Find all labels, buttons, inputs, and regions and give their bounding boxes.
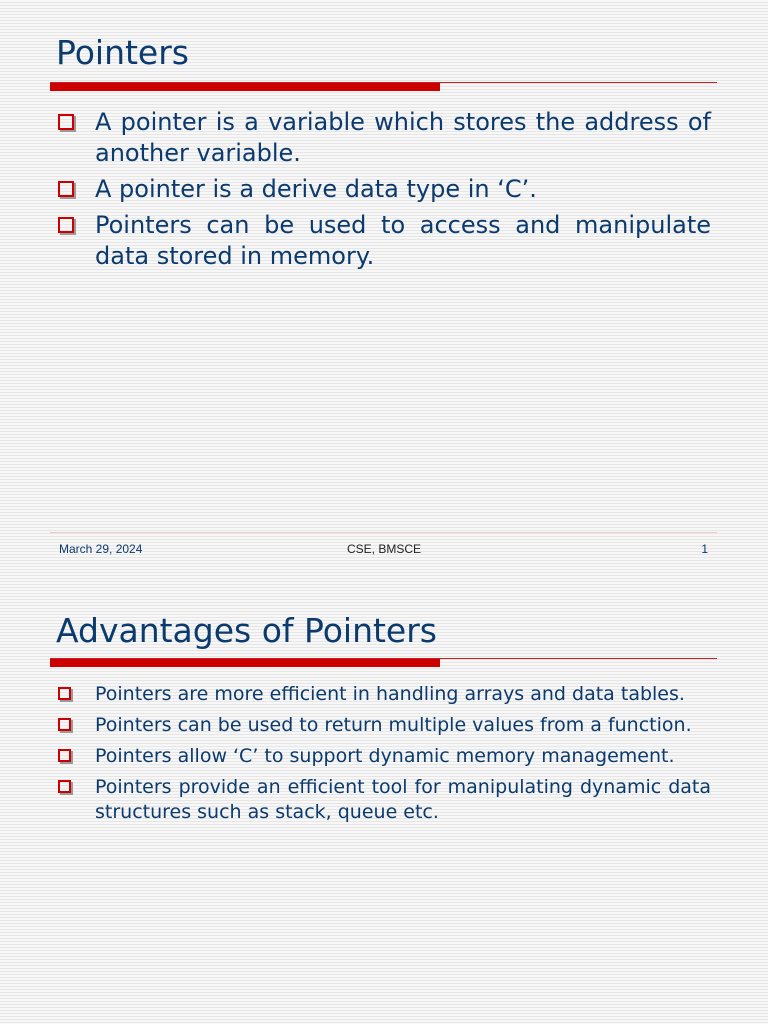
square-bullet-icon <box>58 718 71 731</box>
title-divider-thick <box>50 83 440 91</box>
footer-date: March 29, 2024 <box>59 542 143 556</box>
bullet-text: Pointers allow ‘C’ to support dynamic memory management. <box>95 745 675 767</box>
slide-advantages-of-pointers <box>0 574 768 1024</box>
bullet-item <box>56 107 711 169</box>
square-bullet-icon <box>58 780 71 793</box>
bullet-item <box>56 744 711 769</box>
bullet-text: A pointer is a derive data type in ‘C’. <box>95 175 537 203</box>
bullet-text: A pointer is a variable which stores the address of another variable. <box>95 108 711 167</box>
bullet-item <box>56 174 711 205</box>
bullet-list <box>56 682 711 831</box>
bullet-item <box>56 713 711 738</box>
square-bullet-icon <box>58 217 74 233</box>
bullet-list <box>56 107 711 277</box>
square-bullet-icon <box>58 687 71 700</box>
square-bullet-icon <box>58 114 74 130</box>
square-bullet-icon <box>58 181 74 197</box>
slide-title: Advantages of Pointers <box>56 611 437 650</box>
footer-divider <box>50 532 717 533</box>
bullet-text: Pointers can be used to return multiple values from a function. <box>95 714 692 736</box>
bullet-text: Pointers are more efficient in handling arrays and data tables. <box>95 683 685 705</box>
bullet-text: Pointers can be used to access and manipulate data stored in memory. <box>95 211 711 270</box>
slide-title: Pointers <box>56 33 189 72</box>
bullet-item <box>56 210 711 272</box>
bullet-text: Pointers provide an efficient tool for manipulating dynamic data structures such as stack, queue etc. <box>95 776 711 823</box>
footer-page-number: 1 <box>701 542 708 556</box>
bullet-item <box>56 682 711 707</box>
footer-organization: CSE, BMSCE <box>346 542 421 556</box>
square-bullet-icon <box>58 749 71 762</box>
title-divider-thick <box>50 659 440 667</box>
bullet-item <box>56 775 711 825</box>
